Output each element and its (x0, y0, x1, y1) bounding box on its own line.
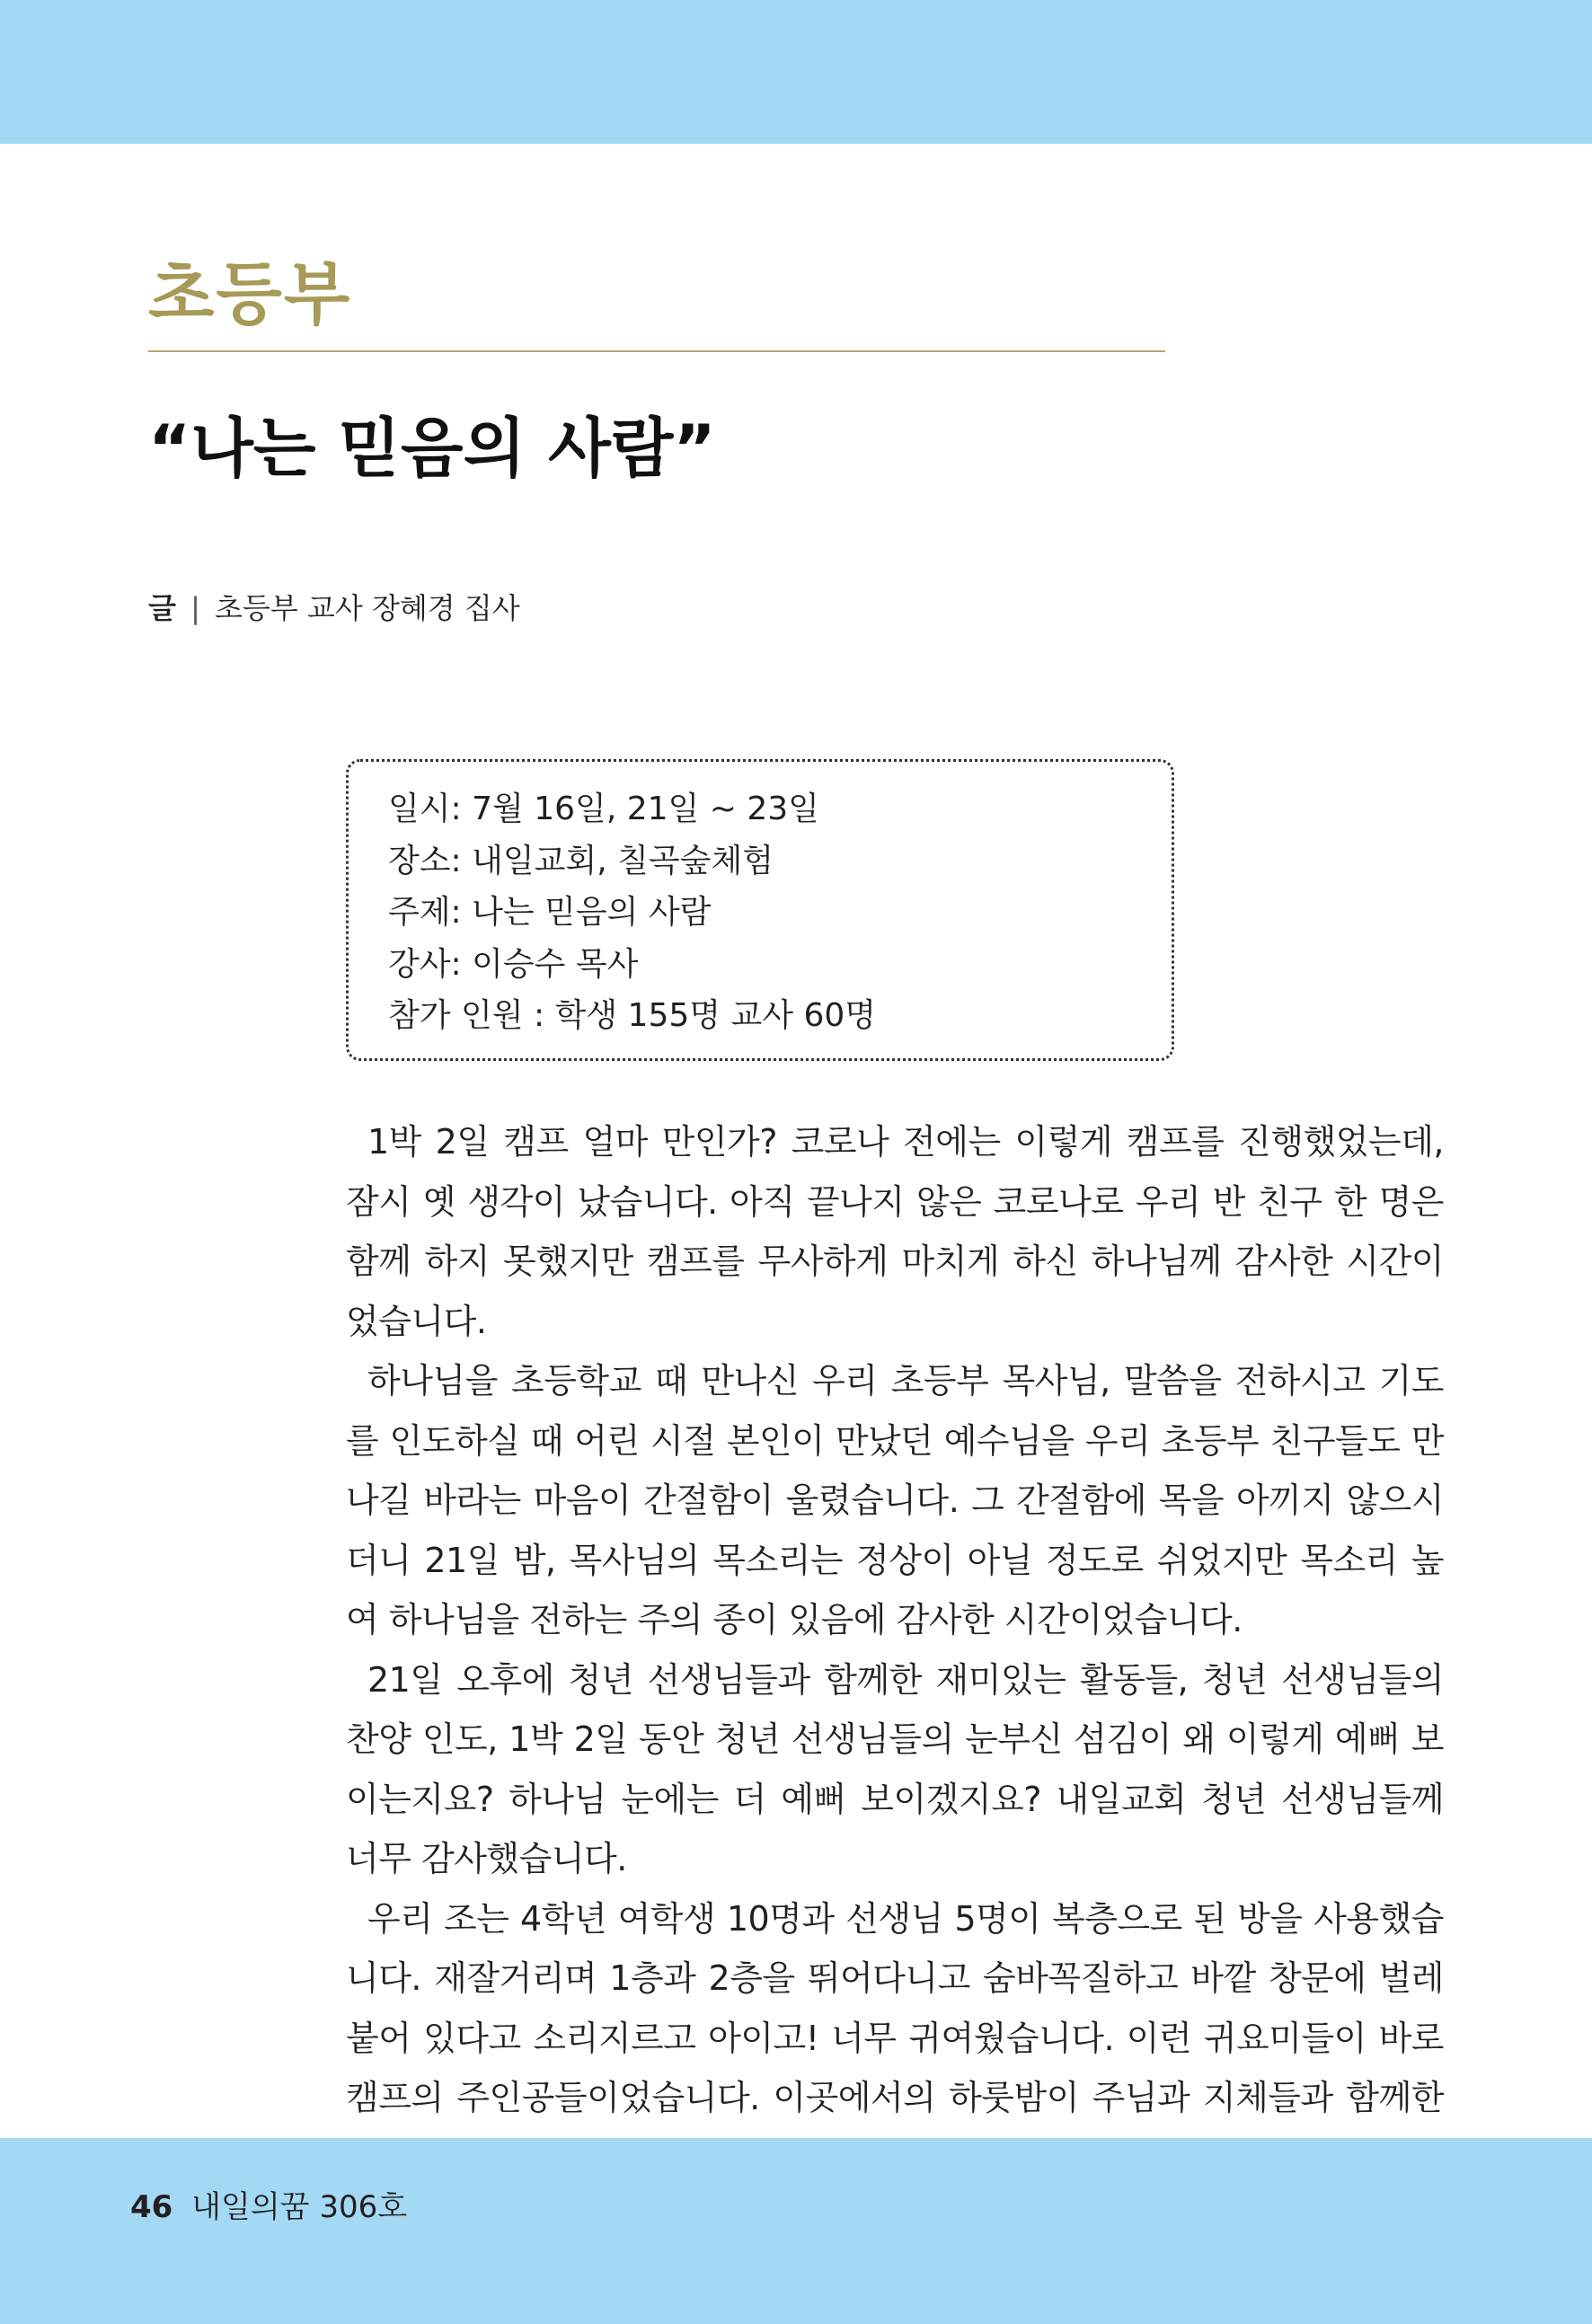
byline-label: 글 (148, 591, 176, 625)
byline-separator: | (190, 591, 200, 625)
info-participants: 참가 인원 : 학생 155명 교사 60명 (388, 997, 877, 1034)
article-title: “나는 믿음의 사람” (148, 411, 716, 486)
info-location: 장소: 내일교회, 칠곡숲체험 (388, 842, 774, 879)
info-theme: 주제: 나는 믿음의 사람 (388, 894, 712, 931)
body-paragraph: 우리 조는 4학년 여학생 10명과 선생님 5명이 복층으로 된 방을 사용했습니다. 재잘거리며 1층과 2층을 뛰어다니고 숨바꼭질하고 바깥 창문에 벌레 붙어 있다고 소리지르고 아이고! 너무 귀여웠습니다. 이런 귀요미들이 바로 캠프의 주인공들이었습니다. 이곳에서의 하룻밤이 주님과 지체들과 함께한 (346, 1898, 1444, 2117)
byline (148, 591, 520, 625)
info-date: 일시: 7월 16일, 21일 ~ 23일 (388, 791, 819, 827)
footer-band (0, 2138, 1592, 2324)
section-divider (148, 350, 1165, 352)
article-body (346, 1112, 1444, 2187)
publication-name: 내일의꿈 306호 (191, 2189, 408, 2225)
body-paragraph: 1박 2일 캠프 얼마 만인가? 코로나 전에는 이렇게 캠프를 진행했었는데, 잠시 옛 생각이 났습니다. 아직 끝나지 않은 코로나로 우리 반 친구 한 명은 함께 하지 못했지만 캠프를 무사하게 마치게 하신 하나님께 감사한 시간이었습니다. (346, 1122, 1444, 1341)
section-label: 초등부 (148, 254, 352, 334)
event-info-box (346, 759, 1174, 1061)
page-number: 46 (130, 2189, 173, 2225)
body-paragraph: 21일 오후에 청년 선생님들과 함께한 재미있는 활동들, 청년 선생님들의 찬양 인도, 1박 2일 동안 청년 선생님들의 눈부신 섬김이 왜 이렇게 예뻐 보이는지요? 하나님 눈에는 더 예뻐 보이겠지요? 내일교회 청년 선생님들께 너무 감사했습니다. (346, 1659, 1444, 1878)
header-band (0, 0, 1592, 144)
byline-author: 초등부 교사 장혜경 집사 (215, 591, 520, 625)
body-paragraph: 하나님을 초등학교 때 만나신 우리 초등부 목사님, 말씀을 전하시고 기도를 인도하실 때 어린 시절 본인이 만났던 예수님을 우리 초등부 친구들도 만나길 바라는 마음이 간절함이 울렸습니다. 그 간절함에 목을 아끼지 않으시더니 21일 밤, 목사님의 목소리는 정상이 아닐 정도로 쉬었지만 목소리 높여 하나님을 전하는 주의 종이 있음에 감사한 시간이었습니다. (346, 1361, 1444, 1639)
page-footer (130, 2189, 408, 2225)
info-speaker: 강사: 이승수 목사 (388, 945, 639, 983)
